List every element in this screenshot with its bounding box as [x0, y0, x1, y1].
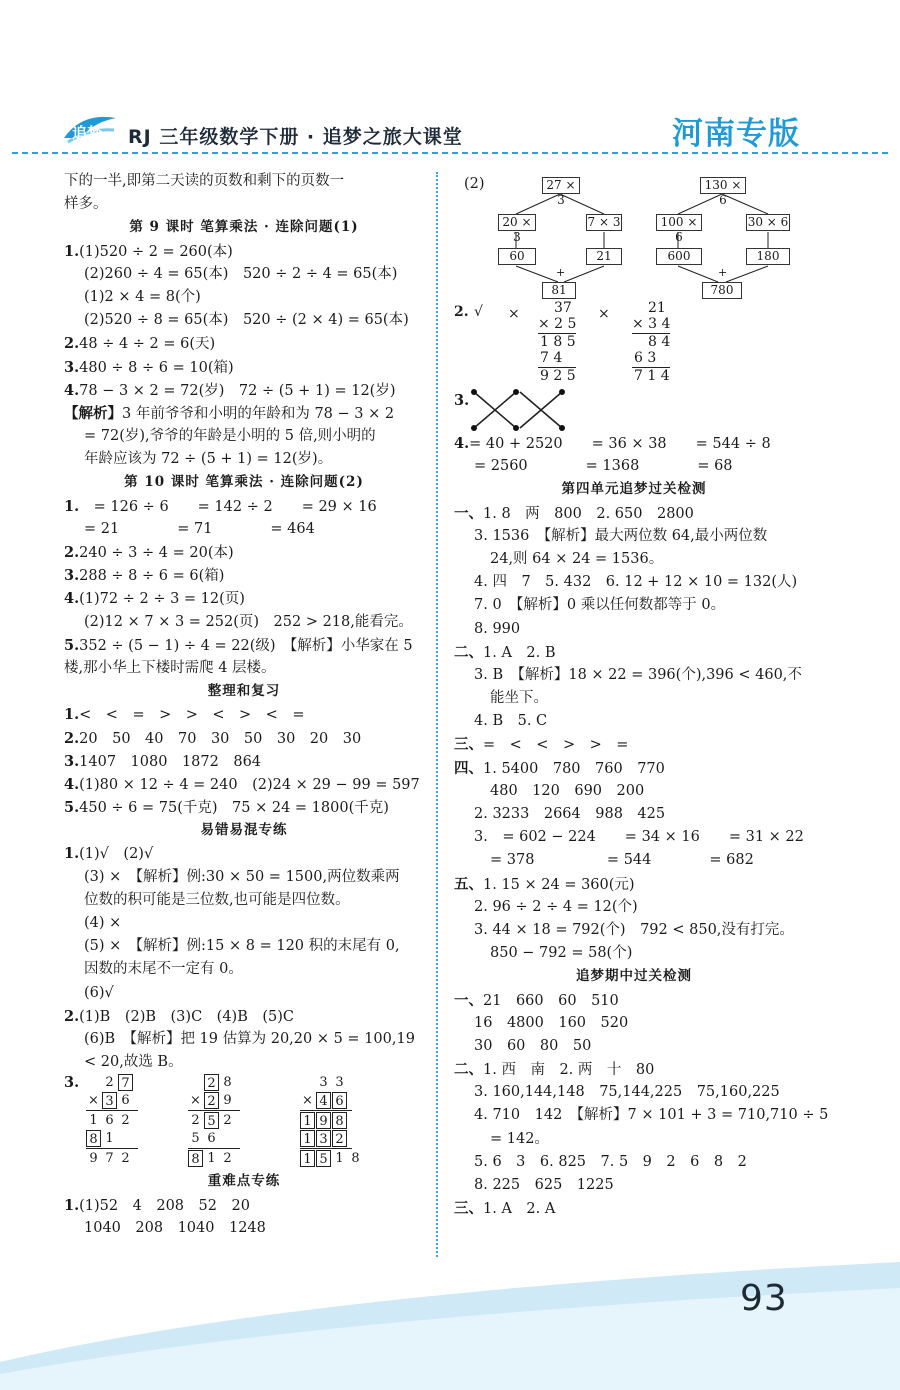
answer-line — [64, 1028, 424, 1051]
answer-text: 450 ÷ 6 = 75(千克) 75 × 24 = 1800(千克) — [79, 800, 389, 817]
left-answer-lines — [64, 170, 424, 1074]
question-number: 1. — [64, 497, 80, 515]
answer-text: 24,则 64 × 24 = 1536。 — [490, 550, 664, 567]
filled-digit-box: 1 — [300, 1130, 315, 1147]
analysis-tag: 【解析】 — [64, 404, 122, 422]
answer-line — [64, 541, 424, 564]
answer-line — [64, 796, 424, 819]
answer-line — [64, 193, 424, 216]
q3-digit-puzzles — [64, 1074, 424, 1170]
calc-rule — [300, 1110, 352, 1111]
edition-label: 河南专版 — [672, 116, 800, 152]
tree1-plus: + — [556, 266, 566, 279]
question-number: 3. — [64, 567, 80, 585]
answer-line — [64, 240, 424, 263]
vm2-multiplier: × 3 4 — [632, 316, 671, 332]
answer-line — [64, 1194, 424, 1217]
answer-line — [454, 803, 814, 826]
answer-text: 样多。 — [64, 196, 108, 213]
answer-line — [64, 634, 424, 657]
answer-text: (1)80 × 12 ÷ 4 = 240 (2)24 × 29 − 99 = 597 — [79, 776, 420, 793]
answer-text: 追梦期中过关检测 — [576, 968, 692, 985]
page-header — [0, 100, 900, 162]
tree1-right-result: 21 — [586, 248, 622, 265]
answer-line — [454, 1104, 829, 1127]
answer-text: = 72(岁),爷爷的年龄是小明的 5 倍,则小明的 — [84, 428, 376, 445]
answer-text: 1. 西 南 2. 两 十 80 — [483, 1062, 655, 1079]
q3-label: 3. — [64, 1074, 80, 1092]
answer-text: 3 年前爷爷和小明的年龄和为 78 − 3 × 2 — [122, 405, 395, 422]
question-number: 5. — [64, 636, 80, 654]
answer-text: 1407 1080 1872 864 — [79, 753, 262, 770]
answer-line — [454, 1035, 814, 1058]
q2-mark-3: × — [598, 306, 610, 322]
answer-line — [454, 1151, 814, 1174]
right-column — [454, 170, 829, 1220]
question-number: 4. — [64, 775, 80, 793]
answer-text: 第 9 课时 笔算乘法 · 连除问题(1) — [129, 219, 359, 236]
filled-digit-box: 2 — [204, 1074, 219, 1091]
answer-text: 8. 225 625 1225 — [474, 1177, 614, 1193]
answer-line — [64, 819, 424, 842]
answer-text: 1040 208 1040 1248 — [84, 1219, 266, 1236]
answer-text: 2. 96 ÷ 2 ÷ 4 = 12(个) — [474, 898, 638, 915]
answer-line — [454, 1058, 814, 1081]
answer-text: 480 ÷ 8 ÷ 6 = 10(箱) — [79, 359, 234, 376]
filled-digit-box: 6 — [332, 1092, 347, 1109]
digit: 7 — [105, 1151, 114, 1167]
answer-text: = 21 = 71 = 464 — [84, 520, 315, 537]
question-number: 5. — [64, 799, 80, 817]
answer-text: 352 ÷ (5 − 1) ÷ 4 = 22(级) 【解析】小华家在 5 — [79, 637, 413, 654]
answer-text: (4) × — [84, 915, 122, 931]
answer-text: 第 10 课时 笔算乘法 · 连除问题(2) — [124, 474, 364, 491]
answer-line — [454, 989, 814, 1012]
answer-text: 年龄应该为 72 ÷ (5 + 1) = 12(岁)。 — [84, 451, 333, 468]
question-number: 2. — [64, 335, 80, 353]
answer-line — [454, 873, 814, 896]
answer-text: 能坐下。 — [490, 690, 548, 707]
answer-text: 楼,那小华上下楼时需爬 4 层楼。 — [64, 659, 276, 676]
answer-line — [454, 664, 814, 687]
answer-text: 第四单元追梦过关检测 — [561, 481, 707, 498]
digit: 1 — [207, 1151, 216, 1167]
answer-line — [64, 982, 424, 1005]
answer-line — [64, 750, 424, 773]
calc-rule — [188, 1148, 240, 1149]
answer-text: 78 − 3 × 2 = 72(岁) 72 ÷ (5 + 1) = 12(岁) — [79, 382, 396, 399]
answer-line — [454, 618, 814, 641]
digit: 2 — [121, 1113, 130, 1129]
filled-digit-box: 9 — [316, 1112, 331, 1129]
answer-line — [64, 1170, 424, 1193]
answer-text: 重难点专练 — [207, 1173, 281, 1190]
answer-line — [64, 958, 424, 981]
answer-line — [64, 866, 424, 889]
answer-line — [64, 587, 424, 610]
question-number: 2. — [64, 544, 80, 561]
q2-mark-2: × — [508, 306, 520, 322]
answer-line — [454, 1128, 814, 1151]
answer-line — [454, 1174, 814, 1197]
answer-text: 1. A 2. B — [483, 644, 556, 661]
answer-text: (6)B 【解析】把 19 估算为 20,20 × 5 = 100,19 — [84, 1030, 415, 1047]
answer-line — [64, 309, 424, 332]
answer-text: (5) × 【解析】例:15 × 8 = 120 积的末尾有 0, — [84, 938, 400, 955]
question-number: 四、 — [454, 759, 483, 777]
answer-line — [64, 1217, 424, 1240]
answer-text: 下的一半,即第二天读的页数和剩下的页数一 — [64, 173, 345, 189]
tree2-root: 130 × 6 — [700, 177, 746, 194]
vm1-multiplier: × 2 5 — [538, 316, 577, 332]
answer-text: (1)72 ÷ 2 ÷ 3 = 12(页) — [79, 591, 245, 608]
answer-line — [64, 518, 424, 541]
filled-digit-box: 8 — [332, 1112, 347, 1129]
tree1-right: 7 × 3 — [587, 215, 621, 229]
digit: 8 — [351, 1151, 360, 1167]
vm2-multiplicand: 21 — [648, 300, 666, 316]
vm2-partial-2: 6 3 — [634, 350, 657, 366]
answer-text: (6)√ — [84, 984, 114, 1001]
answer-line — [454, 757, 814, 780]
answer-line — [454, 1081, 814, 1104]
answer-text: (2)520 ÷ 8 = 65(本) 520 ÷ (2 × 4) = 65(本) — [84, 312, 409, 329]
answer-line — [454, 1012, 814, 1035]
answer-text: 240 ÷ 3 ÷ 4 = 20(本) — [79, 545, 234, 561]
answer-line — [454, 942, 814, 965]
answer-text: (1)2 × 4 = 8(个) — [84, 288, 201, 305]
answer-text: (1)52 4 208 52 20 — [79, 1197, 250, 1214]
answer-line — [64, 1051, 424, 1074]
filled-digit-box: 4 — [316, 1092, 331, 1109]
answer-text: (1)√ (2)√ — [79, 846, 154, 863]
calc-rule — [86, 1110, 138, 1111]
column-divider — [436, 172, 438, 1257]
answer-text: 5. 6 3 6. 825 7. 5 9 2 6 8 2 — [474, 1153, 747, 1170]
q2-mark-1: √ — [474, 304, 483, 320]
answer-text: 易错易混专练 — [200, 822, 288, 839]
answer-text: 3. 44 × 18 = 792(个) 792 < 850,没有打完。 — [474, 921, 794, 938]
filled-digit-box: 2 — [204, 1092, 219, 1109]
digit: 1 — [105, 1131, 114, 1147]
question-number: 4. — [64, 590, 80, 608]
answer-text: 3. 1536 【解析】最大两位数 64,最小两位数 — [474, 527, 768, 544]
answer-line — [454, 1197, 814, 1220]
tree2-left-result: 600 — [656, 248, 702, 265]
q2-vertical-multiplication — [454, 300, 814, 386]
vm1-multiplicand: 37 — [554, 300, 572, 316]
answer-text: (1)520 ÷ 2 = 260(本) — [79, 243, 233, 260]
digit: 1 — [89, 1113, 98, 1129]
left-column — [64, 170, 424, 1240]
digit: 3 — [335, 1075, 344, 1091]
digit: 1 — [335, 1151, 344, 1167]
answer-text: 16 4800 160 520 — [474, 1014, 629, 1031]
answer-line — [64, 680, 424, 703]
digit: 2 — [121, 1151, 130, 1167]
question-number: 三、 — [454, 736, 483, 754]
answer-line — [64, 889, 424, 912]
answer-line — [64, 495, 424, 518]
answer-line — [64, 657, 424, 680]
book-title: RJ 三年级数学下册 · 追梦之旅大课堂 — [128, 126, 463, 148]
answer-text: 48 ÷ 4 ÷ 2 = 6(天) — [79, 336, 216, 353]
answer-text: 20 50 40 70 30 50 30 20 30 — [79, 730, 362, 747]
digit: 2 — [105, 1075, 114, 1091]
answer-line — [64, 727, 424, 750]
answer-line — [64, 773, 424, 796]
answer-line — [64, 564, 424, 587]
answer-text: = 378 = 544 = 682 — [490, 852, 754, 869]
tree-connectors — [454, 170, 814, 300]
answer-line — [454, 502, 814, 525]
answer-text: 3. = 602 − 224 = 34 × 16 = 31 × 22 — [474, 829, 804, 846]
answer-text: 1. A 2. A — [483, 1201, 556, 1218]
right-answer-lines — [454, 432, 829, 1220]
answer-text: = 142。 — [490, 1130, 549, 1147]
answer-text: 288 ÷ 8 ÷ 6 = 6(箱) — [79, 568, 225, 585]
tree2-right-result: 180 — [746, 248, 790, 265]
answer-text: (1)B (2)B (3)C (4)B (5)C — [79, 1008, 294, 1025]
answer-line — [64, 170, 424, 193]
calc-rule — [300, 1148, 352, 1149]
answer-text: 因数的末尾不一定有 0。 — [84, 961, 243, 978]
filled-digit-box: 5 — [316, 1150, 331, 1167]
zhuimeng-logo-icon — [60, 108, 120, 150]
digit: × — [190, 1093, 201, 1109]
digit: × — [302, 1093, 313, 1109]
answer-text: 1. 15 × 24 = 360(元) — [483, 876, 635, 893]
answer-line — [64, 448, 424, 471]
answer-line — [454, 641, 814, 664]
answer-text: 4. 四 7 5. 432 6. 12 + 12 × 10 = 132(人) — [474, 574, 798, 591]
answer-line — [454, 594, 814, 617]
answer-text: 1. 5400 780 760 770 — [483, 760, 665, 777]
answer-line — [454, 548, 814, 571]
answer-line — [64, 402, 424, 425]
answer-text: 30 60 80 50 — [474, 1037, 592, 1054]
answer-text: < 20,故选 B。 — [84, 1054, 183, 1071]
answer-text: (2)260 ÷ 4 = 65(本) 520 ÷ 2 ÷ 4 = 65(本) — [84, 265, 398, 282]
answer-line — [64, 286, 424, 309]
answer-line — [64, 1005, 424, 1028]
question-number: 一、 — [454, 504, 483, 522]
vm1-partial-1: 1 8 5 — [540, 334, 576, 350]
question-number: 2. — [64, 1007, 80, 1025]
answer-text: = 126 ÷ 6 = 142 ÷ 2 = 29 × 16 — [79, 498, 377, 515]
digit: 6 — [105, 1113, 114, 1129]
calc-rule — [86, 1148, 138, 1149]
answer-line — [64, 842, 424, 865]
answer-text: = 40 + 2520 = 36 × 38 = 544 ÷ 8 — [469, 436, 771, 452]
question-number: 1. — [64, 706, 80, 724]
answer-line — [454, 571, 814, 594]
answer-text: 1. 8 两 800 2. 650 2800 — [483, 505, 694, 522]
answer-text: 21 660 60 510 — [483, 992, 619, 1009]
question-number: 1. — [64, 1196, 80, 1214]
vm2-partial-1: 8 4 — [648, 334, 671, 350]
digit: 6 — [207, 1131, 216, 1147]
answer-line — [454, 733, 814, 756]
matching-lines — [468, 386, 588, 432]
answer-text: = 2560 = 1368 = 68 — [474, 458, 733, 475]
left-tail-lines — [64, 1170, 424, 1240]
question-number: 4. — [64, 381, 80, 399]
answer-text: 位数的积可能是三位数,也可能是四位数。 — [84, 891, 350, 908]
tree1-left-result: 60 — [498, 248, 536, 265]
q2-label: 2. — [454, 304, 469, 320]
vm1-partial-2: 7 4 — [540, 350, 563, 366]
digit: 2 — [191, 1113, 200, 1129]
answer-line — [454, 965, 814, 988]
svg-text:追梦: 追梦 — [72, 124, 103, 142]
answer-line — [454, 455, 814, 478]
answer-line — [454, 780, 814, 803]
digit: 5 — [191, 1131, 200, 1147]
tree1-root: 27 × 3 — [542, 177, 580, 194]
digit: 9 — [223, 1093, 232, 1109]
filled-digit-box: 3 — [102, 1092, 117, 1109]
digit: 3 — [319, 1075, 328, 1091]
q3-match-label: 3. — [454, 392, 470, 409]
answer-line — [64, 611, 424, 634]
vm1-result: 9 2 5 — [540, 368, 576, 384]
answer-text: 整理和复习 — [207, 683, 281, 700]
digit: 2 — [223, 1113, 232, 1129]
question-number: 3. — [64, 752, 80, 770]
answer-text: 480 120 690 200 — [490, 782, 645, 799]
q3-matching — [454, 386, 814, 432]
page-number: 93 — [740, 1278, 788, 1319]
question-number: 二、 — [454, 643, 483, 661]
question-number: 3. — [64, 358, 80, 376]
answer-line — [454, 919, 814, 942]
digit: 9 — [89, 1151, 98, 1167]
tree2-plus: + — [718, 266, 728, 279]
tree1-sum: 81 — [542, 282, 576, 299]
answer-line — [64, 912, 424, 935]
filled-digit-box: 1 — [300, 1150, 315, 1167]
multiplication-trees — [454, 170, 814, 300]
answer-text: 850 − 792 = 58(个) — [490, 945, 633, 962]
tree2-right: 30 × 6 — [747, 215, 789, 229]
answer-text: 2. 3233 2664 988 425 — [474, 806, 666, 822]
tree2-sum: 780 — [702, 282, 742, 299]
question-number: 1. — [64, 845, 80, 863]
filled-digit-box: 2 — [332, 1130, 347, 1147]
question-number: 4. — [454, 435, 470, 452]
tree2-left: 100 × 6 — [656, 214, 702, 231]
digit: 2 — [223, 1151, 232, 1167]
answer-line — [64, 332, 424, 355]
tree1-left: 20 × 3 — [498, 214, 536, 231]
answer-line — [64, 263, 424, 286]
digit: 8 — [223, 1075, 232, 1091]
answer-line — [64, 471, 424, 494]
filled-digit-box: 3 — [316, 1130, 331, 1147]
answer-line — [64, 703, 424, 726]
answer-text: 8. 990 — [474, 620, 521, 637]
answer-line — [454, 896, 814, 919]
filled-digit-box: 7 — [118, 1074, 133, 1091]
answer-text: = < < > > = — [483, 737, 629, 754]
filled-digit-box: 8 — [188, 1150, 203, 1167]
answer-text: (2)12 × 7 × 3 = 252(页) 252 > 218,能看完。 — [84, 613, 413, 630]
question-number: 2. — [64, 729, 80, 747]
filled-digit-box: 8 — [86, 1130, 101, 1147]
digit: 6 — [121, 1093, 130, 1109]
question-number: 二、 — [454, 1061, 483, 1079]
question-number: 三、 — [454, 1200, 483, 1218]
answer-text: 4. 710 142 【解析】7 × 101 + 3 = 710,710 ÷ 5 — [474, 1107, 829, 1124]
answer-line — [454, 525, 814, 548]
question-number: 五、 — [454, 875, 483, 893]
answer-line — [454, 687, 814, 710]
answer-text: 3. 160,144,148 75,144,225 75,160,225 — [474, 1084, 780, 1101]
answer-line — [454, 710, 814, 733]
vm2-result: 7 1 4 — [634, 368, 670, 384]
answer-line — [64, 379, 424, 402]
answer-line — [64, 935, 424, 958]
header-rule — [12, 152, 888, 154]
answer-text: 3. B 【解析】18 × 22 = 396(个),396 < 460,不 — [474, 666, 802, 683]
calc-rule — [188, 1110, 240, 1111]
answer-text: 7. 0 【解析】0 乘以任何数都等于 0。 — [474, 597, 726, 614]
digit: × — [88, 1093, 99, 1109]
filled-digit-box: 5 — [204, 1112, 219, 1129]
answer-line — [64, 425, 424, 448]
filled-digit-box: 1 — [300, 1112, 315, 1129]
answer-text: (3) × 【解析】例:30 × 50 = 1500,两位数乘两 — [84, 868, 400, 885]
answer-text: 4. B 5. C — [474, 713, 548, 730]
answer-line — [64, 216, 424, 239]
answer-line — [454, 432, 814, 455]
question-number: 一、 — [454, 991, 483, 1009]
question-number: 1. — [64, 242, 80, 260]
answer-line — [454, 849, 814, 872]
answer-line — [454, 478, 814, 501]
answer-line — [64, 356, 424, 379]
q2-sub-label: (2) — [464, 176, 485, 192]
answer-line — [454, 826, 814, 849]
answer-text: < < = > > < > < = — [79, 707, 305, 724]
